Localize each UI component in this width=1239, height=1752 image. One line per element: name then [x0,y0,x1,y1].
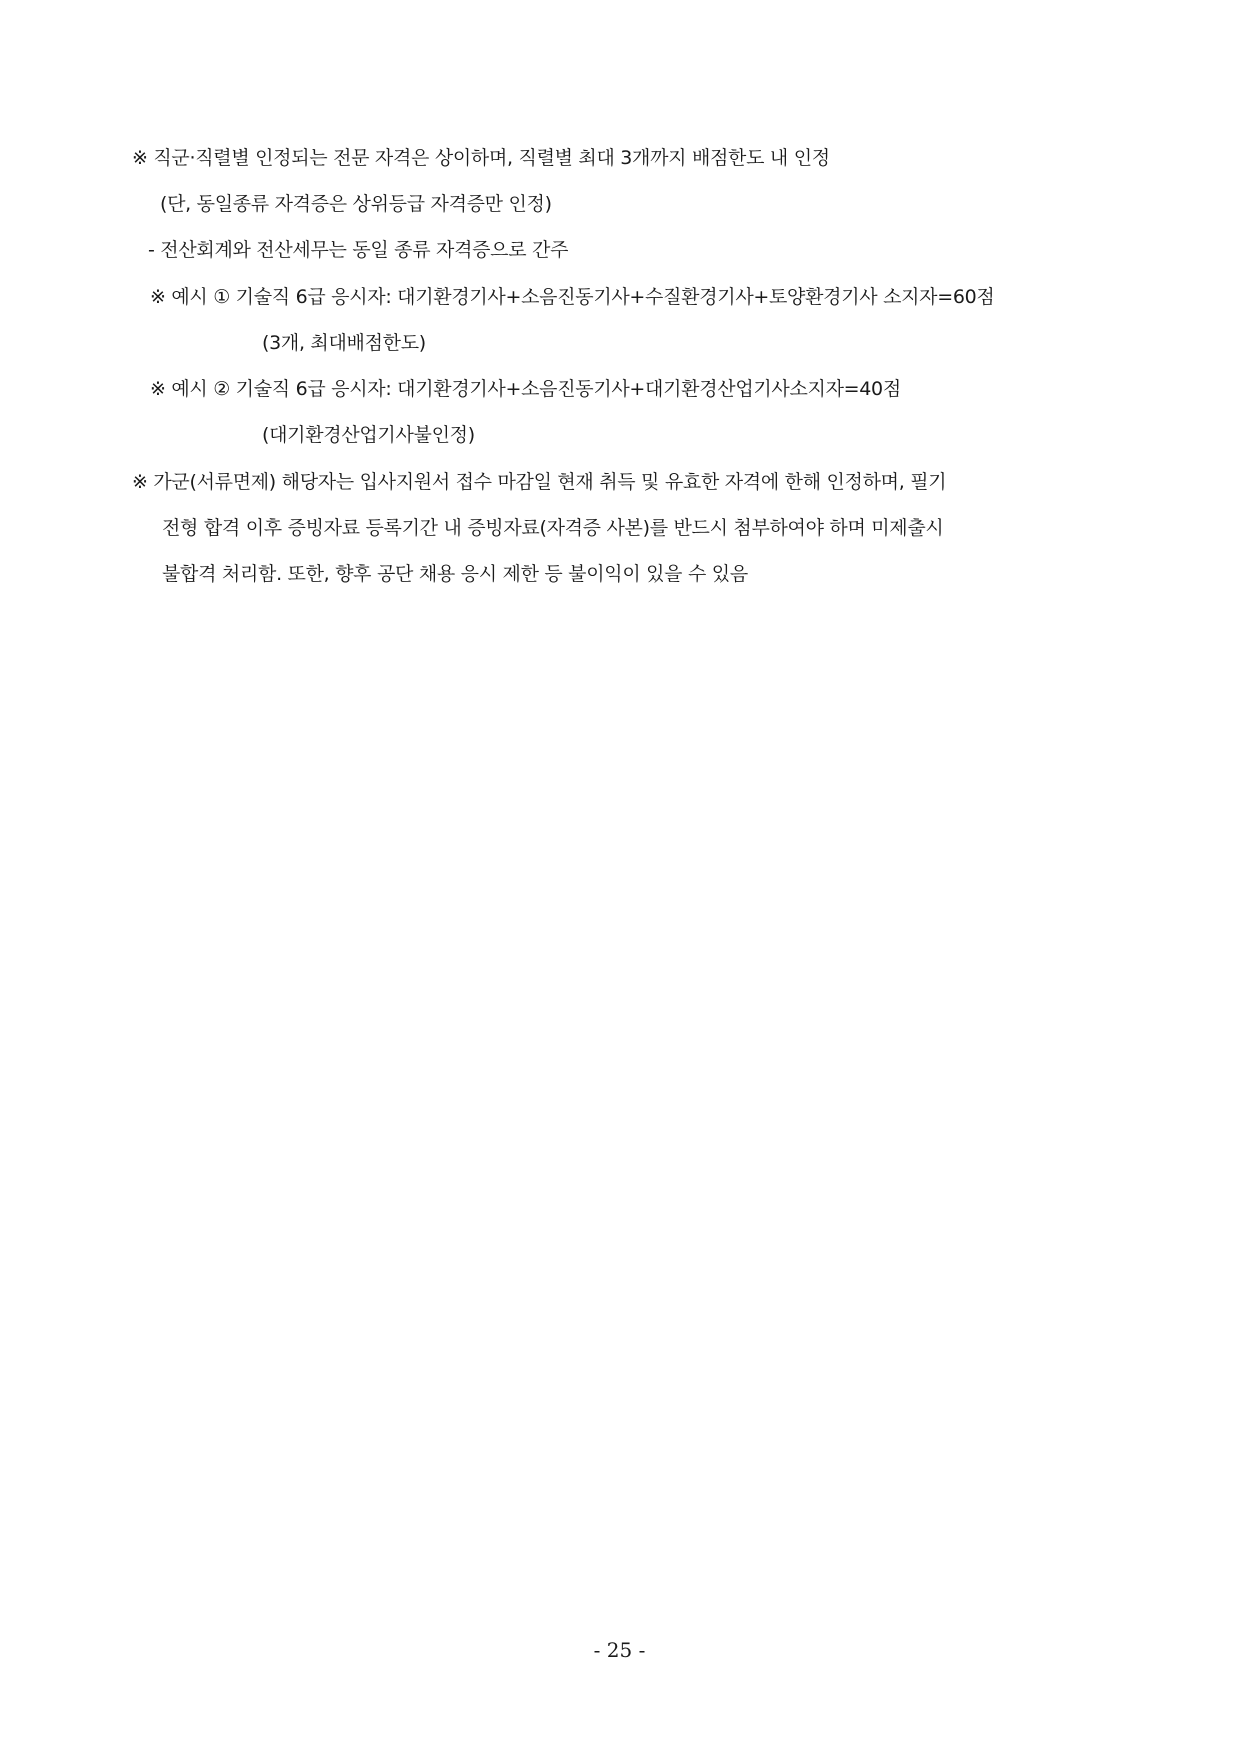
note-certification-limit: ※ 직군·직렬별 인정되는 전문 자격은 상이하며, 직렬별 최대 3개까지 배점한도 내 인정 [132,147,830,169]
note-document-exemption: ※ 가군(서류면제) 해당자는 입사지원서 접수 마감일 현재 취득 및 유효한 자격에 한해 인정하며, 필기 [132,471,947,493]
example-2: ※ 예시 ② 기술직 6급 응시자: 대기환경기사+소음진동기사+대기환경산업기사소지자=40점 [150,378,901,400]
note-document-exemption-continued: 전형 합격 이후 증빙자료 등록기간 내 증빙자료(자격증 사본)를 반드시 첨부하여야 하며 미제출시 [162,517,944,539]
note-same-type-condition: (단, 동일종류 자격증은 상위등급 자격증만 인정) [160,193,552,215]
note-accounting-tax-same-type: - 전산회계와 전산세무는 동일 종류 자격증으로 간주 [148,239,569,261]
example-1-detail: (3개, 최대배점한도) [262,332,426,354]
example-2-detail: (대기환경산업기사불인정) [262,424,475,446]
page-number: - 25 - [593,1638,646,1662]
example-1: ※ 예시 ① 기술직 6급 응시자: 대기환경기사+소음진동기사+수질환경기사+토양환경기사 소지자=60점 [150,286,995,308]
note-document-exemption-consequence: 불합격 처리함. 또한, 향후 공단 채용 응시 제한 등 불이익이 있을 수 있음 [162,563,748,585]
